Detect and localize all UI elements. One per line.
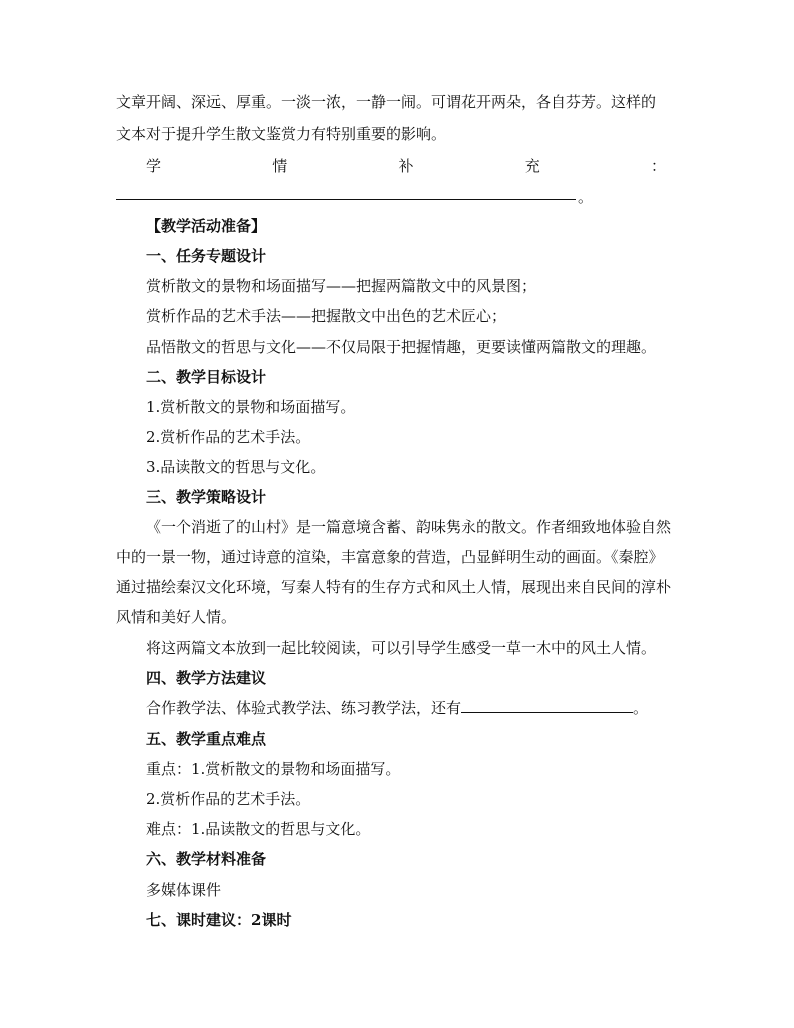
section-7-heading: 七、课时建议：2课时 (146, 911, 292, 929)
supplement-char: 学 (146, 157, 162, 175)
section-1-item: 赏析作品的艺术手法——把握散文中出色的艺术匠心； (146, 307, 507, 325)
supplement-period: 。 (578, 188, 594, 206)
intro-line-1: 文章开阔、深远、厚重。一淡一浓，一静一闹。可谓花开两朵，各自芬芳。这样的 (116, 93, 657, 111)
section-4-text-line (146, 698, 706, 718)
section-1-item: 赏析散文的景物和场面描写——把握两篇散文中的风景图； (146, 277, 537, 295)
prep-heading: 【教学活动准备】 (146, 217, 267, 235)
section-4-heading: 四、教学方法建议 (146, 669, 267, 687)
supplement-line (146, 156, 666, 176)
section-1-item: 品悟散文的哲思与文化——不仅局限于把握情趣，更要读懂两篇散文的理趣。 (146, 338, 657, 356)
supplement-blank-line[interactable] (116, 199, 576, 200)
section-6-heading: 六、教学材料准备 (146, 850, 267, 868)
section-5-heading: 五、教学重点难点 (146, 730, 267, 748)
section-2-item: 2.赏析作品的艺术手法。 (146, 428, 311, 446)
supplement-char: ： (650, 157, 666, 175)
section-3-paragraph-2: 将这两篇文本放到一起比较阅读，可以引导学生感受一草一木中的风土人情。 (146, 639, 657, 657)
difficulty-1: 难点：1.品读散文的哲思与文化。 (146, 820, 371, 838)
supplement-char: 补 (398, 157, 414, 175)
section-2-heading: 二、教学目标设计 (146, 368, 267, 386)
supplement-char: 情 (272, 157, 288, 175)
section-4-period: 。 (633, 699, 649, 717)
section-2-item: 1.赏析散文的景物和场面描写。 (146, 398, 356, 416)
section-1-heading: 一、任务专题设计 (146, 247, 267, 265)
method-blank[interactable] (461, 698, 633, 713)
key-point-1: 重点：1.赏析散文的景物和场面描写。 (146, 760, 401, 778)
section-6-text: 多媒体课件 (146, 881, 222, 899)
supplement-char: 充 (524, 157, 540, 175)
section-3-paragraph-1: 《一个消逝了的山村》是一篇意境含蓄、韵味隽永的散文。作者细致地体验自然中的一景一物，通过诗意的渲染，丰富意象的营造，凸显鲜明生动的画面。《秦腔》通过描绘秦汉文化环境，写秦人特有的生存方式和风土人情，展现出来自民间的淳朴风情和美好人情。 (116, 518, 672, 626)
intro-line-2: 文本对于提升学生散文鉴赏力有特别重要的影响。 (116, 125, 447, 143)
section-4-text: 合作教学法、体验式教学法、练习教学法，还有 (146, 699, 462, 717)
section-2-item: 3.品读散文的哲思与文化。 (146, 458, 326, 476)
section-3-heading: 三、教学策略设计 (146, 488, 267, 506)
key-point-2: 2.赏析作品的艺术手法。 (146, 790, 311, 808)
